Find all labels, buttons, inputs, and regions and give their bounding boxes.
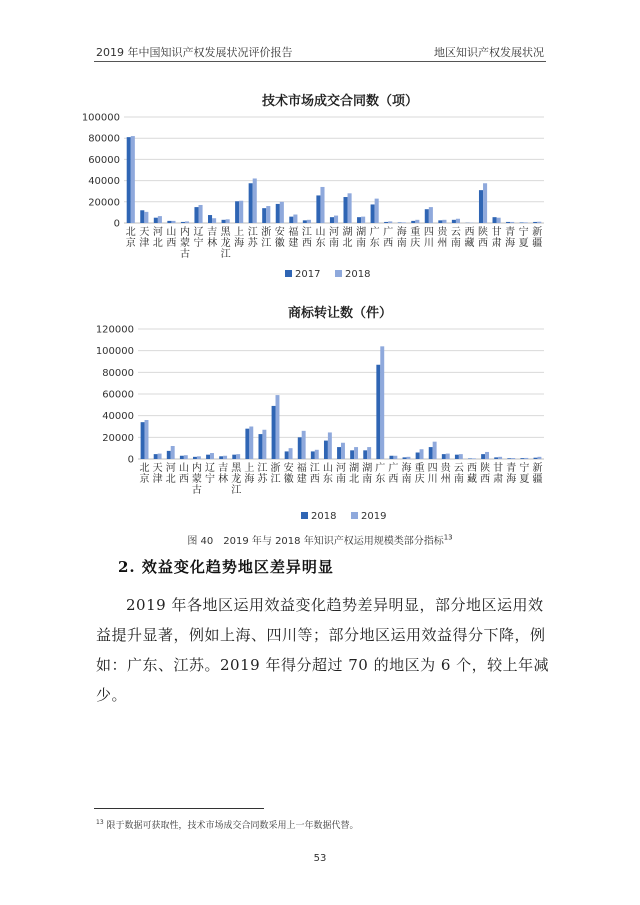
category-label: 黑龙江 — [220, 227, 231, 260]
category-label: 吉林 — [218, 463, 229, 485]
category-label: 重庆 — [414, 463, 425, 485]
bar-2018 — [497, 218, 501, 223]
bar-2017 — [506, 222, 510, 223]
y-tick-label: 60000 — [88, 154, 120, 166]
bar-2019 — [420, 449, 424, 459]
category-label: 新疆 — [532, 227, 543, 249]
bar-2017 — [222, 220, 226, 223]
bar-2018 — [253, 178, 257, 223]
bar-2018 — [375, 199, 379, 223]
page-number: 53 — [313, 853, 327, 864]
bar-2019 — [276, 395, 280, 459]
bar-2019 — [184, 455, 188, 459]
bar-2018 — [388, 221, 392, 223]
bar-2018 — [520, 458, 524, 459]
category-label: 北京 — [139, 463, 150, 485]
bar-2018 — [320, 187, 324, 223]
y-tick-label: 0 — [113, 218, 120, 230]
bar-2019 — [380, 346, 384, 459]
bar-2018 — [158, 216, 162, 223]
category-label: 安徽 — [274, 227, 285, 249]
category-label: 山东 — [315, 227, 326, 249]
y-tick-label: 40000 — [88, 176, 120, 188]
bar-2019 — [289, 448, 293, 459]
bar-2017 — [140, 210, 144, 223]
bar-2018 — [403, 457, 407, 459]
bar-2018 — [376, 365, 380, 459]
bar-2019 — [315, 450, 319, 459]
bar-2019 — [459, 454, 463, 459]
bar-2018 — [167, 451, 171, 459]
bar-2018 — [219, 456, 223, 459]
category-label: 重庆 — [410, 227, 421, 249]
bar-2018 — [258, 434, 262, 459]
category-label: 江西 — [301, 227, 312, 249]
chart-title: 技术市场成交合同数（项） — [261, 94, 419, 109]
category-label: 宁夏 — [518, 227, 529, 249]
bar-2017 — [520, 222, 524, 223]
y-tick-label: 100000 — [95, 346, 134, 358]
category-label: 海南 — [396, 227, 407, 249]
category-label: 广西 — [383, 227, 394, 249]
category-label: 陕西 — [478, 227, 489, 249]
category-label: 云南 — [450, 227, 461, 249]
category-label: 吉林 — [207, 227, 218, 249]
bar-2019 — [498, 457, 502, 459]
footnote — [96, 818, 359, 831]
bar-2017 — [533, 222, 537, 223]
category-label: 甘肃 — [491, 227, 502, 249]
category-label: 山东 — [322, 463, 333, 485]
category-label: 甘肃 — [493, 463, 504, 485]
bar-2017 — [343, 197, 347, 223]
category-label: 四川 — [427, 463, 438, 485]
bar-2019 — [524, 458, 528, 459]
category-label: 北京 — [125, 227, 136, 249]
chart-tech-contracts — [60, 85, 580, 285]
section-paragraph: 2019 年各地区运用效益变化趋势差异明显，部分地区运用效益提升显著，例如上海、四川等；部分地区运用效益得分下降，例如：广东、江苏。2019 年得分超过 70 的地区为 6 个，较上年减少。 — [96, 596, 550, 704]
figure-caption — [0, 532, 640, 547]
bar-2019 — [446, 454, 450, 459]
y-tick-label: 100000 — [81, 112, 120, 124]
bar-2019 — [367, 447, 371, 459]
bar-2017 — [493, 217, 497, 223]
category-label: 安徽 — [283, 463, 294, 485]
category-label: 江西 — [309, 463, 320, 485]
legend-swatch-2017 — [285, 270, 292, 277]
legend-swatch-2019 — [351, 512, 358, 519]
bar-2018 — [212, 218, 216, 223]
bar-2017 — [262, 208, 266, 223]
bar-2018 — [334, 216, 338, 223]
legend-label-2018: 2018 — [311, 511, 337, 522]
bar-2018 — [226, 219, 230, 223]
bar-2019 — [341, 443, 345, 459]
legend-swatch-2018 — [301, 512, 308, 519]
category-label: 河南 — [329, 227, 339, 249]
bar-2017 — [167, 221, 171, 223]
category-label: 广东 — [369, 227, 380, 249]
y-tick-label: 40000 — [102, 411, 134, 423]
bar-2018 — [524, 222, 528, 223]
bar-2018 — [429, 207, 433, 223]
category-label: 福建 — [296, 463, 307, 485]
bar-2018 — [193, 457, 197, 459]
bar-2018 — [429, 447, 433, 459]
bar-2018 — [154, 454, 158, 459]
figure-caption-text: 图 40 2019 年与 2018 年知识产权运用规模类部分指标 — [187, 536, 444, 547]
bar-2017 — [154, 218, 158, 223]
chart-tech-contracts-svg — [60, 85, 580, 285]
bar-2018 — [416, 453, 420, 460]
bar-2019 — [210, 453, 214, 459]
category-label: 陕西 — [480, 463, 491, 485]
bar-2017 — [235, 201, 239, 223]
bar-2018 — [468, 458, 472, 459]
category-label: 上海 — [234, 227, 245, 249]
bar-2018 — [298, 437, 302, 459]
category-label: 辽宁 — [193, 227, 204, 249]
footnote-number: 13 — [96, 819, 104, 826]
bar-2019 — [511, 458, 515, 459]
bar-2018 — [415, 220, 419, 223]
category-label: 辽宁 — [205, 463, 216, 485]
bar-2017 — [276, 204, 280, 223]
category-label: 贵州 — [437, 227, 448, 249]
bar-2018 — [537, 222, 541, 223]
bar-2019 — [236, 454, 240, 459]
bar-2018 — [232, 455, 236, 459]
category-label: 西藏 — [464, 227, 475, 249]
figure-caption-footnote-ref: 13 — [443, 533, 453, 542]
bar-2017 — [452, 220, 456, 223]
bar-2017 — [479, 190, 483, 223]
bar-2017 — [303, 220, 307, 223]
bar-2019 — [197, 456, 201, 459]
bar-2018 — [361, 217, 365, 223]
bar-2019 — [171, 446, 175, 459]
category-label: 浙江 — [261, 227, 272, 249]
category-label: 青海 — [505, 227, 516, 249]
bar-2017 — [330, 217, 334, 223]
y-tick-label: 20000 — [102, 432, 134, 444]
bar-2019 — [472, 458, 476, 459]
bar-2017 — [438, 220, 442, 223]
bar-2018 — [455, 455, 459, 459]
bar-2018 — [337, 447, 341, 459]
category-label: 山西 — [178, 463, 189, 485]
bar-2018 — [144, 212, 148, 223]
bar-2018 — [185, 221, 189, 223]
bar-2018 — [402, 222, 406, 223]
bar-2018 — [307, 220, 311, 223]
category-label: 宁夏 — [519, 463, 530, 485]
category-label: 内蒙古 — [179, 227, 190, 260]
footnote-text: 限于数据可获取性，技术市场成交合同数采用上一年数据代替。 — [106, 821, 359, 831]
y-tick-label: 80000 — [102, 367, 134, 379]
bar-2019 — [249, 427, 253, 460]
category-label: 广东 — [375, 463, 386, 485]
category-label: 广西 — [388, 463, 399, 485]
bar-2018 — [389, 456, 393, 459]
bar-2017 — [425, 209, 429, 223]
category-label: 西藏 — [466, 463, 477, 485]
bar-2017 — [249, 183, 253, 223]
category-label: 湖北 — [342, 227, 353, 249]
bar-2018 — [324, 441, 328, 459]
bar-2019 — [302, 431, 306, 459]
chart-trademark-transfers-svg — [60, 305, 580, 525]
bar-2017 — [371, 204, 375, 223]
category-label: 天津 — [152, 463, 163, 485]
bar-2018 — [180, 456, 184, 459]
category-label: 湖南 — [356, 227, 367, 249]
bar-2018 — [483, 183, 487, 223]
bar-2018 — [245, 429, 249, 459]
bar-2018 — [293, 215, 297, 223]
bar-2019 — [223, 456, 227, 459]
footnote-rule — [94, 808, 264, 809]
section-heading: 2. 效益变化趋势地区差异明显 — [118, 558, 334, 576]
bar-2018 — [272, 406, 276, 459]
category-label: 浙江 — [270, 463, 281, 485]
y-tick-label: 80000 — [88, 133, 120, 145]
category-label: 江苏 — [247, 227, 258, 249]
bar-2017 — [127, 137, 131, 223]
bar-2017 — [316, 195, 320, 223]
bar-2019 — [354, 447, 358, 459]
bar-2018 — [171, 221, 175, 223]
chart-trademark-transfers — [60, 305, 580, 525]
category-label: 上海 — [244, 463, 255, 485]
bar-2019 — [393, 456, 397, 459]
category-label: 云南 — [453, 463, 464, 485]
legend-swatch-2018 — [335, 270, 342, 277]
bar-2018 — [507, 458, 511, 459]
running-header-left: 2019 年中国知识产权发展状况评价报告 — [96, 46, 293, 59]
y-tick-label: 0 — [127, 454, 134, 466]
y-tick-label: 60000 — [102, 389, 134, 401]
bar-2017 — [208, 215, 212, 223]
category-label: 新疆 — [532, 463, 543, 485]
bar-2017 — [194, 207, 198, 223]
bar-2018 — [131, 136, 135, 223]
bar-2017 — [398, 222, 402, 223]
chart-title: 商标转让数（件） — [287, 306, 393, 321]
category-label: 海南 — [401, 463, 412, 485]
category-label: 福建 — [288, 227, 299, 249]
bar-2018 — [456, 219, 460, 223]
bar-2018 — [266, 206, 270, 223]
bar-2019 — [485, 452, 489, 459]
bar-2018 — [534, 458, 538, 459]
bar-2018 — [363, 450, 367, 459]
category-label: 四川 — [423, 227, 434, 249]
bar-2018 — [442, 454, 446, 459]
bar-2018 — [348, 193, 352, 223]
bar-2019 — [406, 457, 410, 459]
bar-2018 — [350, 450, 354, 459]
bar-2018 — [510, 222, 514, 223]
bar-2017 — [181, 222, 185, 223]
bar-2019 — [145, 420, 149, 459]
legend-label-2019: 2019 — [361, 511, 387, 522]
bar-2019 — [328, 432, 332, 459]
bar-2018 — [285, 451, 289, 459]
category-label: 内蒙古 — [191, 463, 202, 496]
bar-2018 — [481, 454, 485, 459]
bar-2018 — [442, 220, 446, 223]
bar-2018 — [239, 201, 243, 223]
bar-2019 — [158, 454, 162, 459]
category-label: 山西 — [166, 227, 177, 249]
category-label: 黑龙江 — [231, 463, 242, 496]
bar-2019 — [537, 457, 541, 459]
bar-2018 — [494, 457, 498, 459]
category-label: 河北 — [165, 463, 176, 485]
category-label: 贵州 — [440, 463, 451, 485]
bar-2019 — [262, 430, 266, 459]
category-label: 江苏 — [257, 463, 268, 485]
header-rule — [94, 61, 546, 62]
category-label: 湖南 — [362, 463, 373, 485]
category-label: 河南 — [336, 463, 346, 485]
category-label: 湖北 — [349, 463, 360, 485]
legend-label-2018: 2018 — [345, 269, 371, 280]
legend-label-2017: 2017 — [295, 269, 321, 280]
bar-2019 — [433, 442, 437, 459]
bar-2017 — [411, 221, 415, 223]
category-label: 青海 — [506, 463, 517, 485]
category-label: 河北 — [152, 227, 163, 249]
bar-2017 — [357, 217, 361, 223]
bar-2018 — [199, 205, 203, 223]
bar-2017 — [384, 222, 388, 223]
bar-2018 — [141, 422, 145, 459]
bar-2018 — [311, 451, 315, 459]
bar-2018 — [206, 455, 210, 459]
bar-2017 — [289, 217, 293, 223]
running-header-right: 地区知识产权发展状况 — [434, 46, 544, 59]
y-tick-label: 20000 — [88, 197, 120, 209]
y-tick-label: 120000 — [95, 324, 134, 336]
category-label: 天津 — [139, 227, 150, 249]
bar-2018 — [280, 202, 284, 223]
